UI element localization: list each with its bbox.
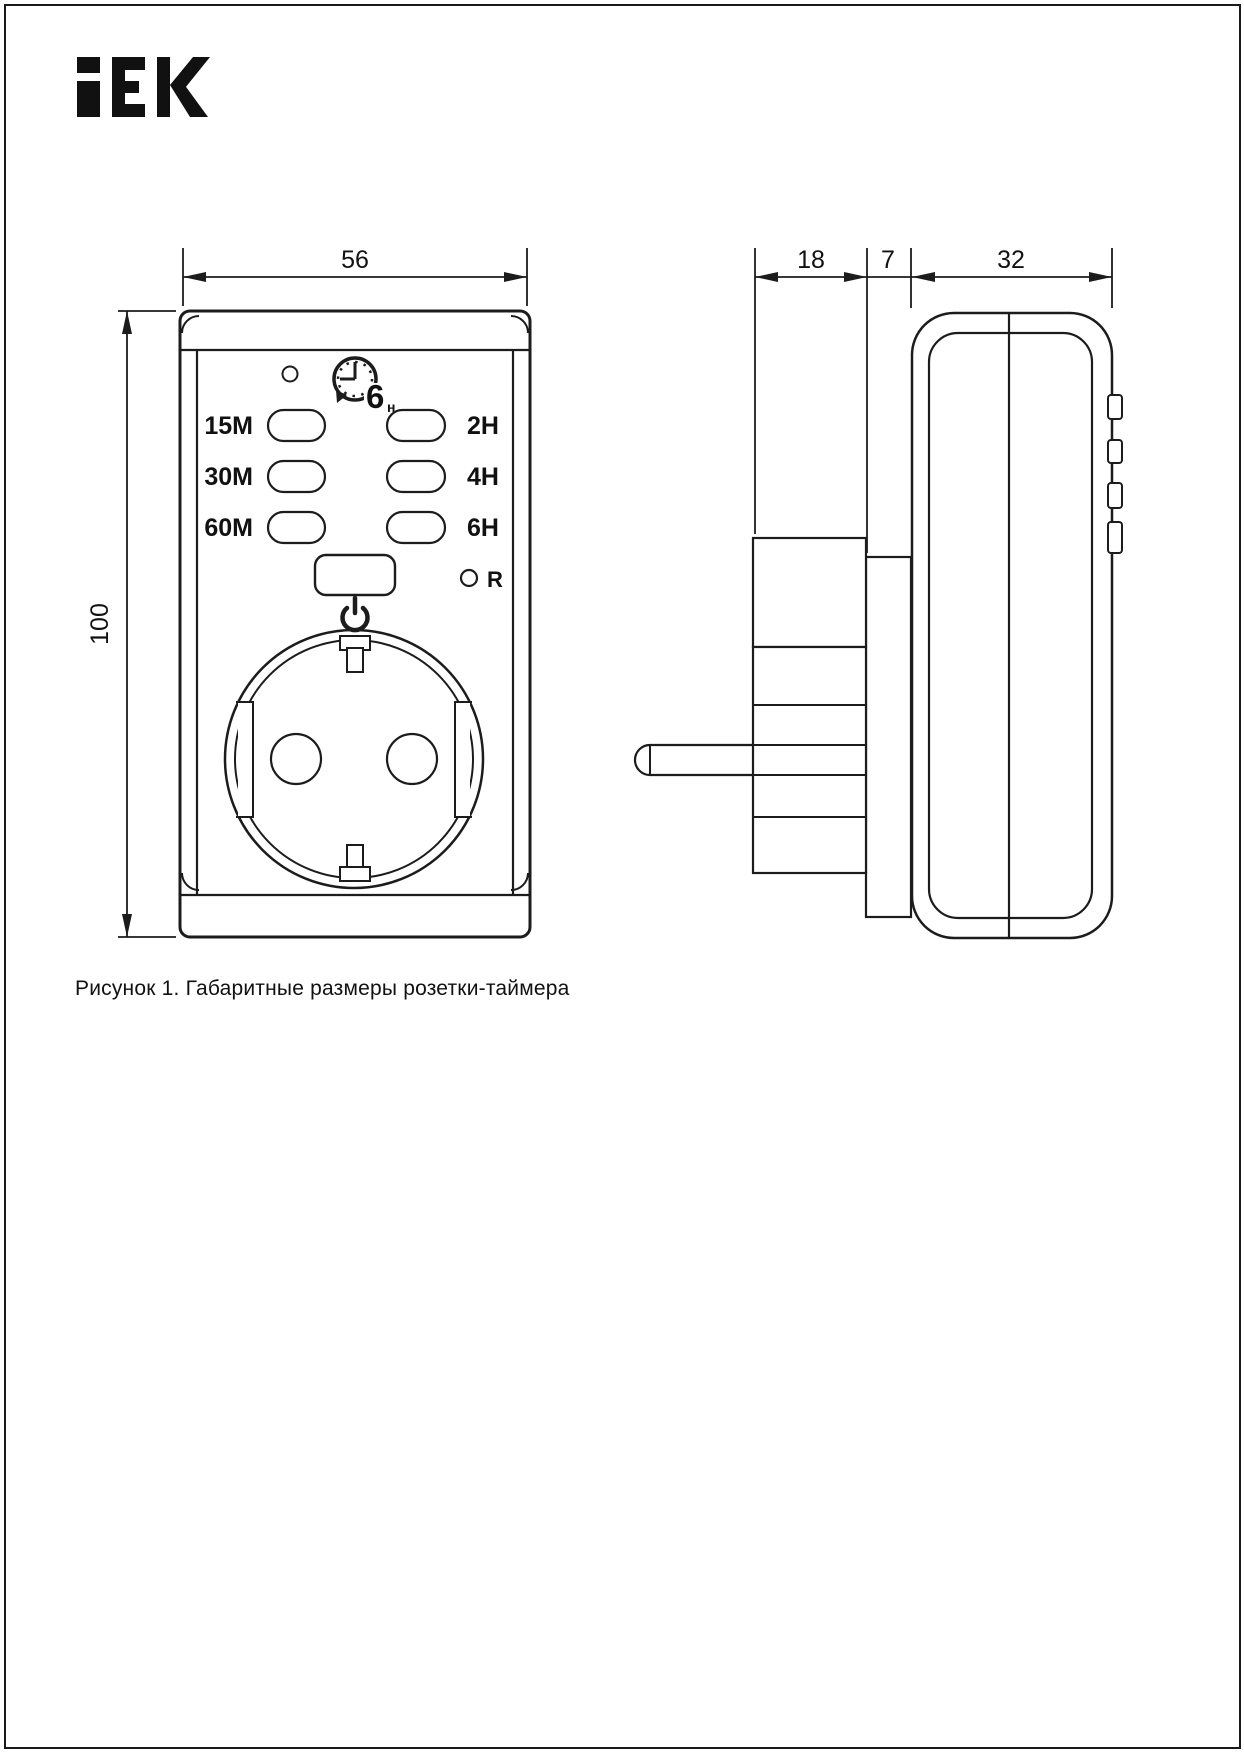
side-button-4 <box>1108 522 1122 553</box>
socket-earth-clip-bottom <box>340 845 370 881</box>
dim-plug-depth <box>755 246 867 553</box>
figure-caption: Рисунок 1. Габаритные размеры розетки-таймера <box>75 977 570 1000</box>
dim-100-arrow-bottom <box>122 914 132 937</box>
front-view <box>86 246 530 937</box>
dim-100-label: 100 <box>86 603 114 645</box>
reset-indicator <box>461 567 503 592</box>
earth-clip-top-tab <box>347 648 363 672</box>
plug-base-step <box>753 538 866 647</box>
front-corner-arc-tl <box>182 316 199 333</box>
dim-32-label: 32 <box>997 246 1025 274</box>
plug-pin <box>635 745 753 775</box>
button-label-4h: 4H <box>467 463 499 491</box>
button-label-6h: 6H <box>467 514 499 542</box>
socket-pin-hole-left <box>271 734 321 784</box>
dim-56-arrow-right <box>504 272 527 282</box>
minute-buttons <box>204 410 325 543</box>
dim-7-label: 7 <box>881 246 895 274</box>
led-indicator <box>283 367 298 382</box>
button-label-60m: 60M <box>204 514 253 542</box>
hour-buttons <box>387 410 499 543</box>
dim-plate-thickness <box>867 246 911 308</box>
dim-32-arrow-left <box>912 272 935 282</box>
dim-body-depth <box>911 246 1112 308</box>
timer-clock-icon <box>334 358 396 415</box>
dim-32-arrow-right <box>1089 272 1112 282</box>
socket-earth-clip-top <box>340 636 370 672</box>
dim-18-arrow-left <box>755 272 778 282</box>
earth-clip-bottom-base <box>340 867 370 881</box>
plug-pin-outline <box>635 745 753 775</box>
power-icon <box>343 598 368 630</box>
dim-front-height <box>86 311 176 937</box>
button-label-2h: 2H <box>467 412 499 440</box>
button-30m <box>268 461 325 492</box>
side-button-1 <box>1108 395 1122 419</box>
front-corner-arc-tr <box>511 316 528 333</box>
reset-label: R <box>487 567 503 592</box>
socket-notch-right-fill <box>455 702 470 817</box>
plug-barrel-outline <box>753 647 866 873</box>
button-2h <box>387 410 445 441</box>
socket-notch-left-fill <box>238 702 253 817</box>
front-housing-outline <box>180 311 530 937</box>
dim-18-label: 18 <box>797 246 825 274</box>
dim-100-arrow-top <box>122 311 132 334</box>
side-view <box>635 246 1122 938</box>
power-button <box>315 555 395 595</box>
button-15m <box>268 410 325 441</box>
side-buttons <box>1108 395 1122 553</box>
socket <box>225 630 483 888</box>
button-60m <box>268 512 325 543</box>
dim-18-arrow-right <box>844 272 867 282</box>
button-label-30m: 30M <box>204 463 253 491</box>
reset-hole <box>461 570 477 586</box>
earth-clip-bottom-tab <box>347 845 363 869</box>
side-body-inner <box>929 333 1092 918</box>
clock-label-unit: н <box>387 399 396 415</box>
dim-front-width <box>183 246 527 306</box>
dim-56-label: 56 <box>341 246 369 274</box>
button-label-15m: 15M <box>204 412 253 440</box>
button-6h <box>387 512 445 543</box>
clock-label-value: 6 <box>366 378 385 415</box>
button-4h <box>387 461 445 492</box>
socket-pin-hole-right <box>387 734 437 784</box>
side-button-2 <box>1108 440 1122 463</box>
side-body-outline <box>912 313 1112 938</box>
plug-barrel <box>753 647 866 873</box>
dim-56-arrow-left <box>183 272 206 282</box>
side-button-3 <box>1108 483 1122 508</box>
side-front-plate <box>866 557 911 917</box>
